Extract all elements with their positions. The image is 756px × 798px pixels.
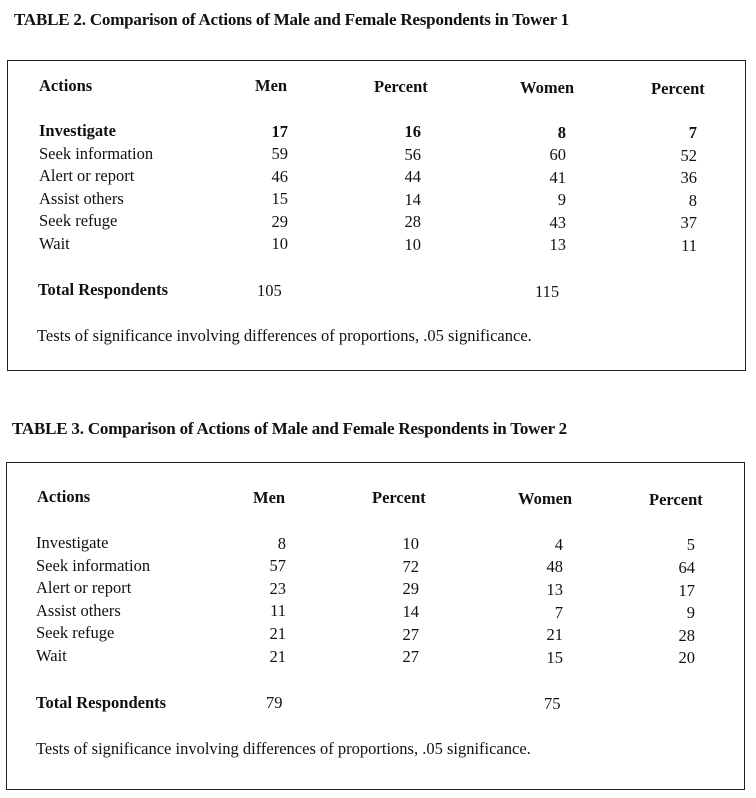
cell-women: 9: [557, 190, 566, 210]
table-2-box: [7, 60, 746, 371]
cell-women-percent: 52: [680, 145, 697, 165]
table-3-total-men: 79: [266, 693, 283, 712]
cell-men: 59: [271, 144, 288, 164]
cell-men: 23: [269, 578, 286, 598]
cell-action: Wait: [36, 646, 67, 665]
table-2-caption: TABLE 2. Comparison of Actions of Male and Female Respondents in Tower 1: [14, 10, 569, 29]
table-2-note: Tests of significance involving differences of proportions, .05 significance.: [37, 326, 532, 345]
table-3-note: Tests of significance involving differences of proportions, .05 significance.: [36, 739, 531, 758]
cell-men-percent: 16: [404, 122, 421, 142]
cell-action: Investigate: [36, 533, 109, 552]
cell-women-percent: 37: [680, 213, 697, 233]
cell-women: 4: [554, 534, 563, 554]
cell-women: 21: [546, 625, 563, 645]
cell-men: 46: [271, 166, 288, 186]
cell-men: 15: [271, 189, 288, 209]
table-3-header-women: Women: [518, 489, 573, 508]
cell-women: 7: [554, 602, 563, 622]
table-3-header-men: Men: [253, 488, 286, 507]
cell-men: 8: [277, 533, 286, 553]
cell-men-percent: 28: [404, 212, 421, 232]
table-3-header-actions: Actions: [37, 487, 91, 506]
cell-women-percent: 7: [688, 123, 697, 143]
table-3-header-men-percent: Percent: [372, 488, 426, 507]
cell-women: 13: [549, 235, 566, 255]
cell-action: Assist others: [36, 600, 121, 620]
cell-action: Alert or report: [36, 578, 132, 598]
cell-women: 13: [546, 580, 563, 599]
cell-women-percent: 9: [686, 603, 695, 623]
table-3-total-women: 75: [544, 694, 561, 713]
cell-action: Seek refuge: [39, 211, 118, 230]
cell-men: 21: [269, 624, 286, 643]
cell-men: 29: [271, 211, 288, 231]
cell-action: Assist others: [39, 188, 124, 208]
table-3-header-women-percent: Percent: [649, 490, 703, 509]
cell-men-percent: 27: [402, 624, 419, 644]
table-3-total-label: Total Respondents: [36, 693, 167, 712]
cell-women: 60: [549, 145, 566, 165]
table-2-header-men-percent: Percent: [374, 77, 428, 96]
cell-action: Seek information: [36, 555, 151, 575]
table-2-total-women: 115: [535, 282, 560, 301]
table-2-header-women-percent: Percent: [651, 79, 705, 98]
cell-men-percent: 44: [404, 167, 421, 187]
cell-women: 41: [549, 167, 566, 187]
cell-women: 8: [557, 122, 566, 142]
cell-action: Investigate: [39, 121, 116, 140]
cell-men-percent: 72: [402, 556, 419, 576]
table-3-caption: TABLE 3. Comparison of Actions of Male and Female Respondents in Tower 2: [12, 419, 567, 438]
cell-women-percent: 28: [678, 625, 695, 645]
table-2-header-actions: Actions: [39, 76, 93, 95]
cell-men: 57: [269, 556, 286, 576]
cell-men-percent: 10: [402, 534, 419, 554]
cell-women-percent: 64: [678, 558, 695, 577]
cell-men: 21: [269, 646, 286, 666]
cell-women-percent: 5: [686, 535, 695, 555]
cell-women: 43: [549, 212, 566, 232]
cell-men: 11: [270, 601, 286, 621]
cell-men-percent: 56: [404, 144, 421, 164]
cell-action: Seek refuge: [36, 623, 115, 643]
table-2-total-label: Total Respondents: [38, 280, 169, 299]
cell-men-percent: 10: [404, 234, 421, 254]
cell-action: Alert or report: [39, 166, 135, 185]
cell-women: 48: [546, 557, 563, 577]
cell-action: Wait: [39, 233, 70, 253]
cell-men-percent: 27: [402, 647, 419, 667]
cell-men: 17: [271, 121, 288, 141]
cell-women-percent: 36: [680, 168, 697, 188]
cell-men-percent: 14: [402, 602, 419, 621]
table-2-total-men: 105: [257, 281, 282, 300]
cell-women-percent: 20: [678, 648, 695, 668]
table-2-header-women: Women: [520, 78, 575, 97]
cell-women-percent: 11: [681, 235, 697, 255]
table-2-header-men: Men: [255, 76, 288, 95]
cell-action: Seek information: [39, 143, 154, 163]
cell-men-percent: 29: [402, 579, 419, 599]
cell-men: 10: [271, 234, 288, 254]
cell-men-percent: 14: [404, 189, 421, 209]
cell-women: 15: [546, 647, 563, 667]
cell-women-percent: 8: [688, 190, 697, 210]
cell-women-percent: 17: [678, 580, 695, 600]
